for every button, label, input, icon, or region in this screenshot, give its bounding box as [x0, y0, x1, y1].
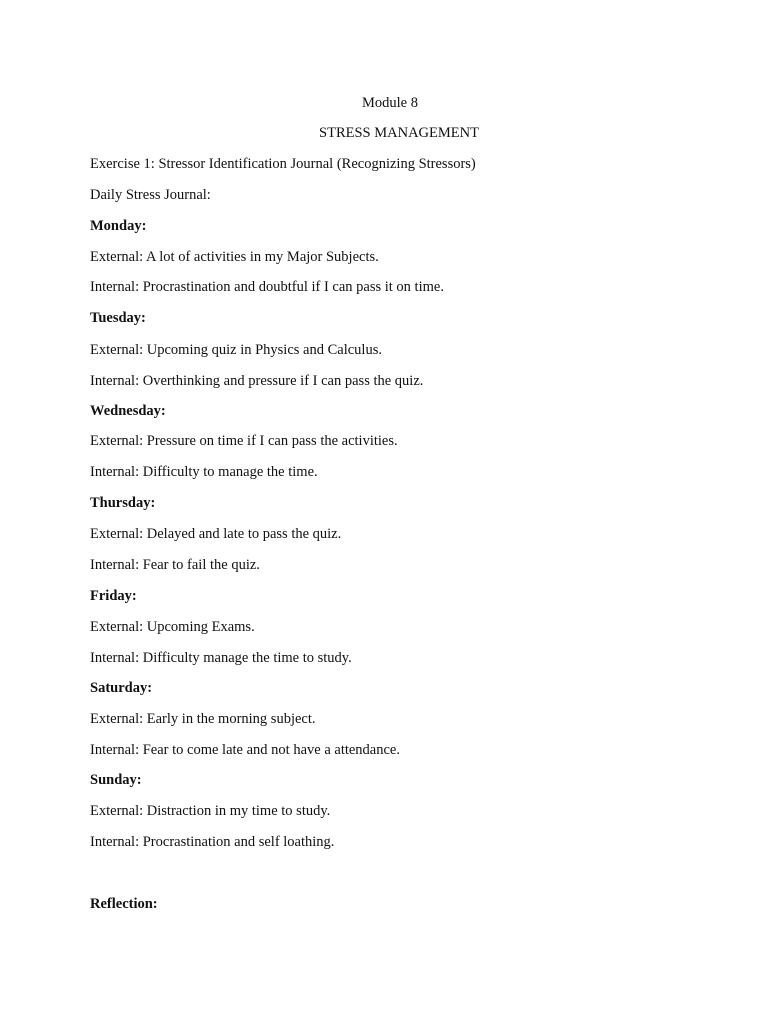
- tuesday-external: External: Upcoming quiz in Physics and Calculus.: [90, 342, 382, 358]
- thursday-internal: Internal: Fear to fail the quiz.: [90, 557, 260, 573]
- thursday-external: External: Delayed and late to pass the quiz.: [90, 526, 342, 542]
- day-heading-saturday: Saturday:: [90, 680, 153, 696]
- day-heading-monday: Monday:: [90, 218, 147, 234]
- tuesday-internal: Internal: Overthinking and pressure if I can pass the quiz.: [90, 373, 424, 389]
- monday-internal: Internal: Procrastination and doubtful if I can pass it on time.: [90, 279, 444, 295]
- day-heading-friday: Friday:: [90, 588, 137, 604]
- day-heading-tuesday: Tuesday:: [90, 310, 146, 326]
- exercise-heading: Exercise 1: Stressor Identification Journal (Recognizing Stressors): [90, 156, 476, 172]
- day-heading-wednesday: Wednesday:: [90, 403, 166, 419]
- day-heading-thursday: Thursday:: [90, 495, 156, 511]
- friday-external: External: Upcoming Exams.: [90, 619, 255, 635]
- sunday-external: External: Distraction in my time to study.: [90, 803, 331, 819]
- wednesday-internal: Internal: Difficulty to manage the time.: [90, 464, 318, 480]
- day-heading-sunday: Sunday:: [90, 772, 142, 788]
- document-title: STRESS MANAGEMENT: [319, 125, 479, 141]
- module-heading: Module 8: [362, 95, 418, 111]
- saturday-internal: Internal: Fear to come late and not have a attendance.: [90, 742, 400, 758]
- sunday-internal: Internal: Procrastination and self loathing.: [90, 834, 335, 850]
- monday-external: External: A lot of activities in my Major Subjects.: [90, 249, 379, 265]
- journal-label: Daily Stress Journal:: [90, 187, 211, 203]
- friday-internal: Internal: Difficulty manage the time to study.: [90, 650, 352, 666]
- saturday-external: External: Early in the morning subject.: [90, 711, 316, 727]
- wednesday-external: External: Pressure on time if I can pass the activities.: [90, 433, 398, 449]
- reflection-heading: Reflection:: [90, 896, 158, 912]
